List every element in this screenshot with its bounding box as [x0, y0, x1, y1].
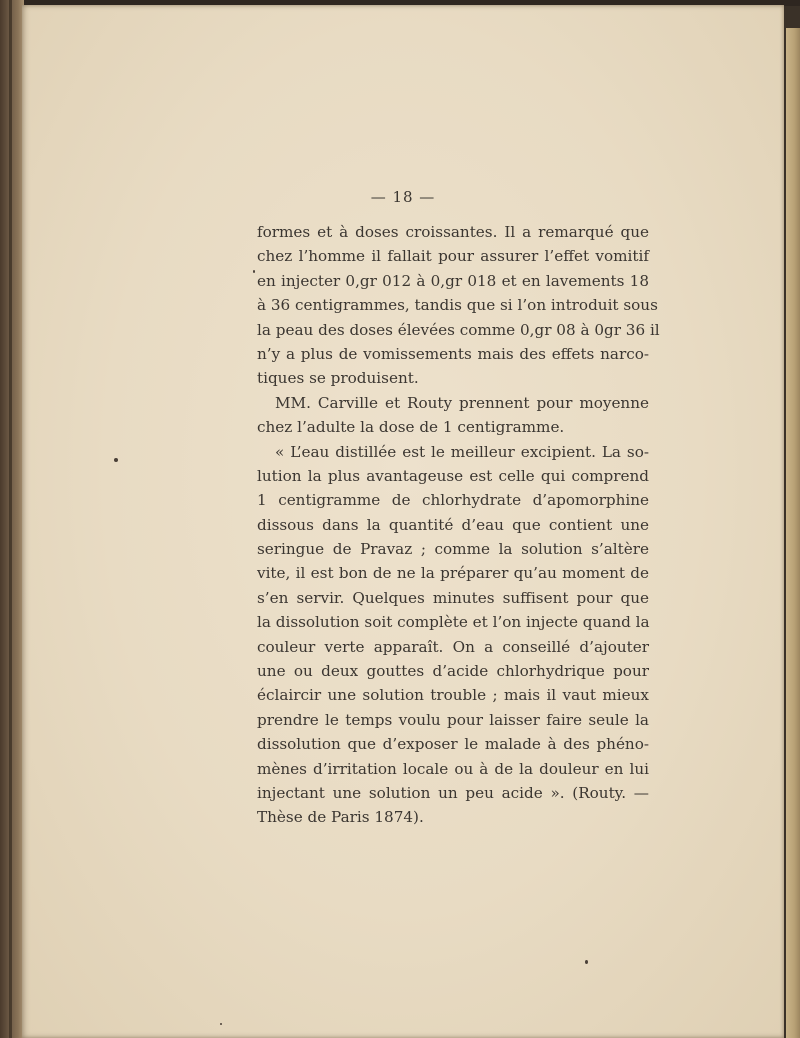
text-line: éclaircir une solution trouble ; mais il vaut mieux: [257, 686, 649, 705]
text-line: vite, il est bon de ne la préparer qu’au moment de: [257, 564, 649, 583]
text-line: chez l’adulte la dose de 1 centigramme.: [257, 418, 565, 437]
binding-shadow-line: [9, 0, 12, 1038]
page-number: — 18 —: [370, 188, 436, 206]
text-line: s’en servir. Quelques minutes suffisent pour que: [257, 588, 649, 607]
text-line: à 36 centigrammes, tandis que si l’on introduit sous: [257, 296, 658, 315]
text-line: formes et à doses croissantes. Il a remarqué que: [257, 223, 649, 241]
paper-speck: [220, 1023, 222, 1025]
book-page: [22, 5, 784, 1038]
page-edge-right: [786, 28, 800, 1038]
paper-speck: [253, 270, 255, 273]
text-line: lution la plus avantageuse est celle qui comprend: [257, 466, 649, 485]
text-line: dissolution que d’exposer le malade à des phéno-: [257, 735, 649, 754]
text-line: 1 centigramme de chlorhydrate d’apomorphine: [257, 491, 649, 510]
text-line: la peau des doses élevées comme 0,gr 08 à 0gr 36 il: [257, 320, 660, 339]
text-line: n’y a plus de vomissements mais des effets narco-: [257, 344, 649, 363]
text-line: injectant une solution un peu acide ». (Routy. —: [257, 783, 649, 802]
text-line: MM. Carville et Routy prennent pour moyenne: [275, 393, 649, 412]
text-line: mènes d’irritation locale ou à de la douleur en lui: [257, 759, 649, 778]
paper-speck: [585, 960, 588, 964]
text-line: une ou deux gouttes d’acide chlorhydrique pour: [257, 662, 649, 681]
text-line: couleur verte apparaît. On a conseillé d’ajouter: [257, 637, 649, 656]
text-line: Thèse de Paris 1874).: [257, 808, 424, 827]
paper-speck: [114, 458, 118, 462]
text-line: tiques se produisent.: [257, 369, 419, 388]
text-line: la dissolution soit complète et l’on injecte quand la: [257, 613, 650, 632]
book-binding-edge: [0, 0, 24, 1038]
text-line: seringue de Pravaz ; comme la solution s’altère: [257, 540, 649, 559]
text-line: dissous dans la quantité d’eau que contient une: [257, 515, 649, 534]
text-line: chez l’homme il fallait pour assurer l’effet vomitif: [257, 247, 649, 266]
body-text: [257, 220, 660, 830]
text-line: « L’eau distillée est le meilleur excipient. La so-: [275, 442, 649, 461]
text-line: prendre le temps voulu pour laisser faire seule la: [257, 710, 649, 729]
text-line: en injecter 0,gr 012 à 0,gr 018 et en lavements 18: [257, 271, 649, 290]
